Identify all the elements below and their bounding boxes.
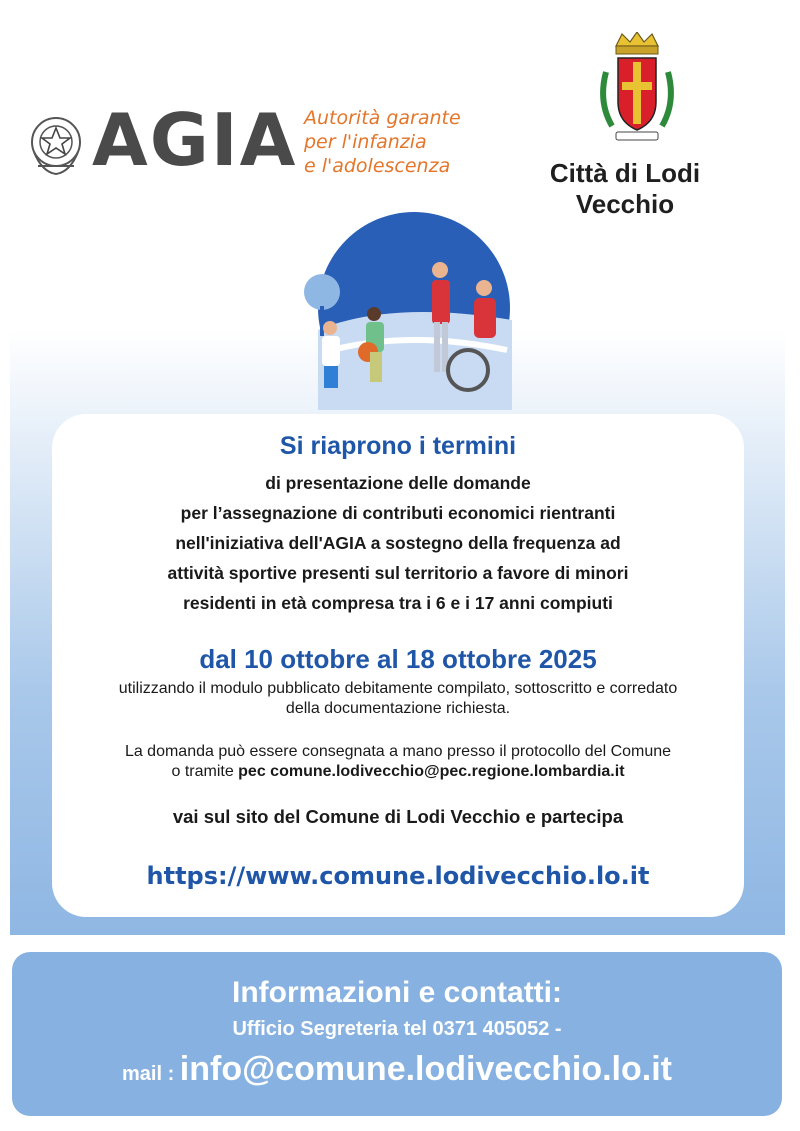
- application-dates: dal 10 ottobre al 18 ottobre 2025: [199, 644, 597, 674]
- notice-body-line: per l’assegnazione di contributi economici rientranti: [180, 503, 616, 523]
- pec-address: pec comune.lodivecchio@pec.regione.lombardia.it: [238, 763, 625, 780]
- contacts-title: Informazioni e contatti:: [232, 976, 562, 1009]
- city-name: Città di Lodi Vecchio: [549, 158, 701, 219]
- notice-card: [52, 414, 744, 917]
- lodi-vecchio-crest-icon: [592, 32, 682, 150]
- delivery-info: La domanda può essere consegnata a mano presso il protocollo del Comune o tramite pec comune.lodivecchio@pec.regione.lombardia.it: [124, 743, 672, 780]
- notice-body-line: attività sportive presenti sul territorio a favore di minori: [167, 563, 629, 583]
- instructions: utilizzando il modulo pubblicato debitamente compilato, sottoscritto e corredato della documentazione richiesta.: [118, 680, 678, 717]
- agia-tagline: Autorità garante per l'infanzia e l'adolescenza: [304, 107, 461, 177]
- notice-body: [52, 468, 744, 618]
- sports-children-illustration-icon: [272, 210, 532, 410]
- agia-logo: AGIA: [92, 98, 298, 182]
- office-phone: Ufficio Segreteria tel 0371 405052 -: [232, 1018, 562, 1040]
- contact-email: mail : info@comune.lodivecchio.lo.it: [122, 1050, 672, 1088]
- notice-body-line: nell'iniziativa dell'AGIA a sostegno della frequenza ad: [175, 533, 621, 553]
- notice-body-line: residenti in età compresa tra i 6 e i 17 anni compiuti: [183, 593, 613, 613]
- italian-republic-emblem-icon: [24, 108, 88, 180]
- notice-body-line: di presentazione delle domande: [265, 473, 531, 493]
- notice-title: Si riaprono i termini: [279, 432, 517, 460]
- visit-website-text: vai sul sito del Comune di Lodi Vecchio e partecipa: [172, 806, 624, 827]
- contacts-box: [12, 952, 782, 1116]
- email-link[interactable]: info@comune.lodivecchio.lo.it: [179, 1050, 672, 1088]
- website-link[interactable]: https://www.comune.lodivecchio.lo.it: [146, 862, 650, 890]
